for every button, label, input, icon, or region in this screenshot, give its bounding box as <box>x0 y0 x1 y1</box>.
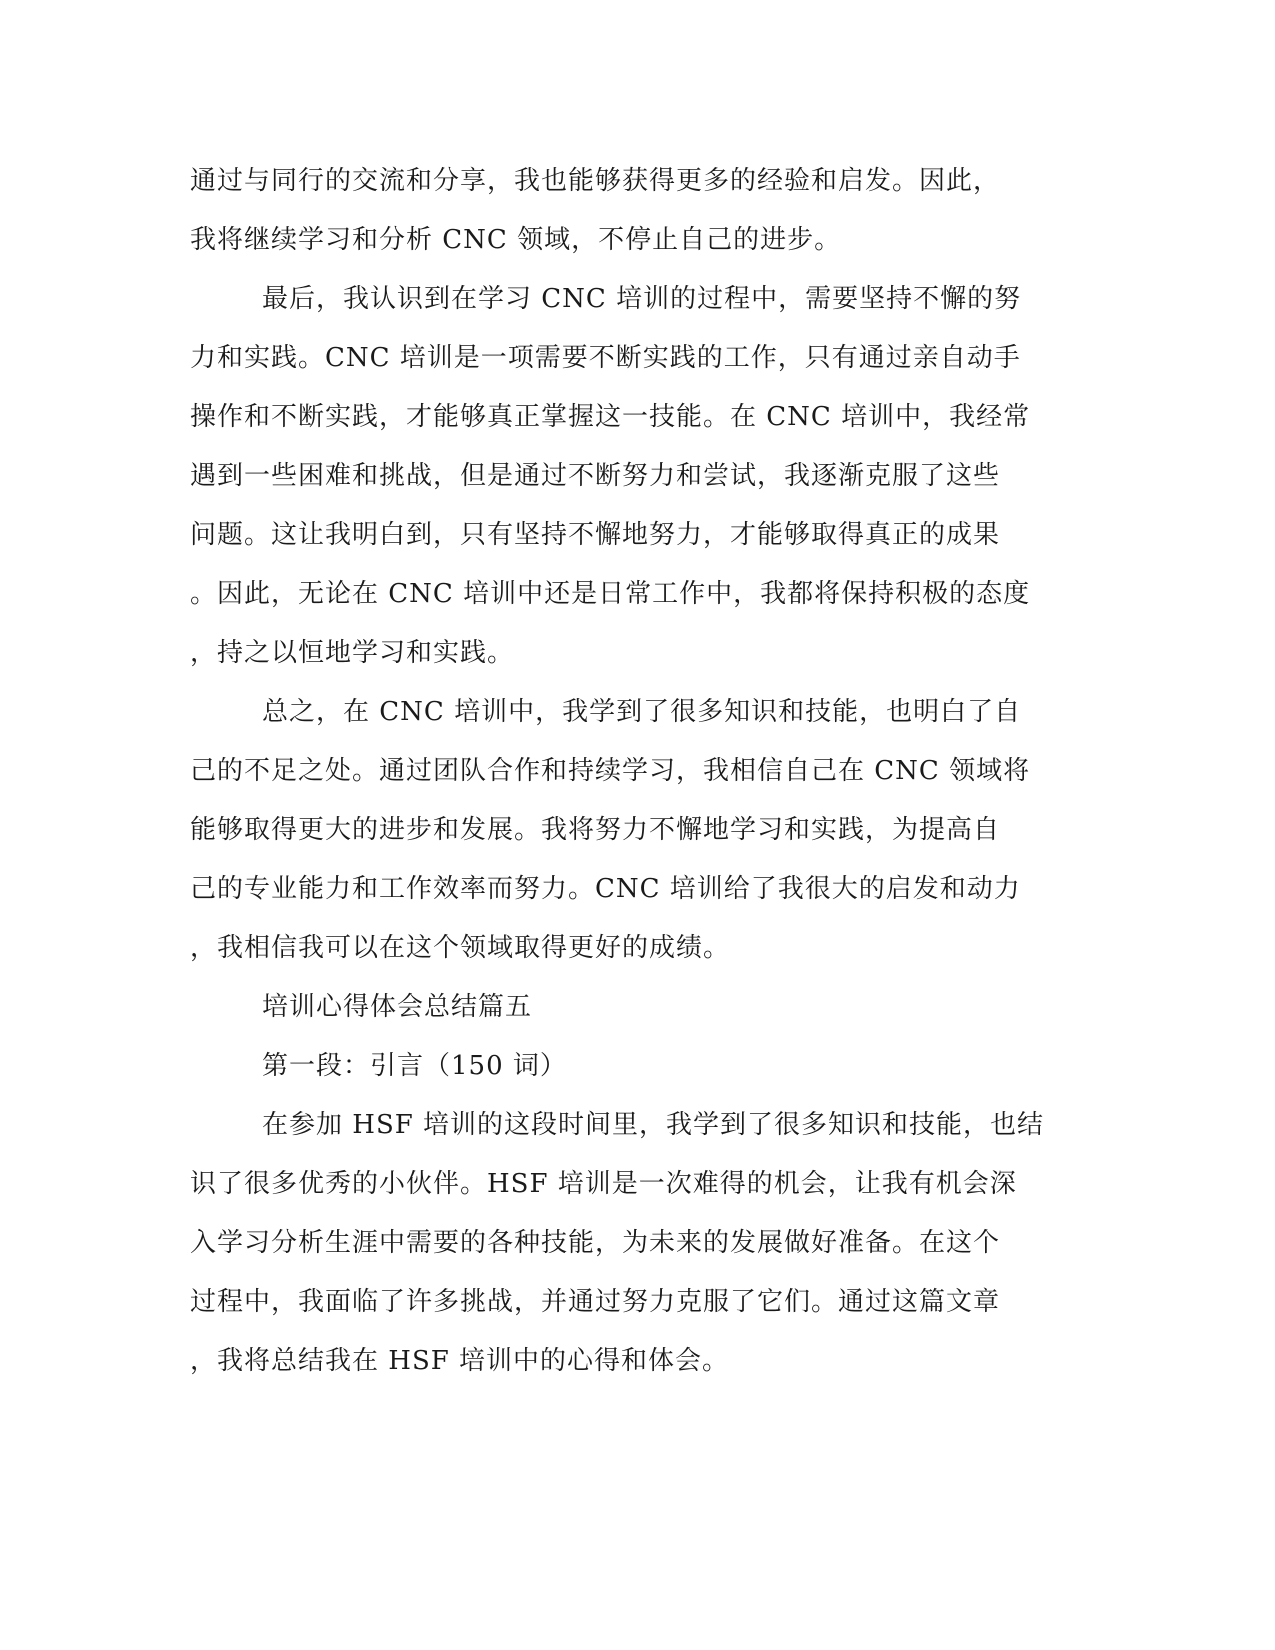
section-heading: 培训心得体会总结篇五 <box>262 992 533 1022</box>
text-line: 力和实践。CNC 培训是一项需要不断实践的工作，只有通过亲自动手 <box>190 343 1021 373</box>
text-line: ，持之以恒地学习和实践。 <box>190 638 515 668</box>
text-line: ，我将总结我在 HSF 培训中的心得和体会。 <box>190 1346 730 1376</box>
text-line: 问题。这让我明白到，只有坚持不懈地努力，才能够取得真正的成果 <box>190 520 1001 550</box>
text-line: 我将继续学习和分析 CNC 领域，不停止自己的进步。 <box>190 225 842 255</box>
text-line: 能够取得更大的进步和发展。我将努力不懈地学习和实践，为提高自 <box>190 815 1001 845</box>
text-line: ，我相信我可以在这个领域取得更好的成绩。 <box>190 933 731 963</box>
text-line: 过程中，我面临了许多挑战，并通过努力克服了它们。通过这篇文章 <box>190 1287 1001 1317</box>
text-line: 操作和不断实践，才能够真正掌握这一技能。在 CNC 培训中，我经常 <box>190 402 1031 432</box>
text-line: 己的专业能力和工作效率而努力。CNC 培训给了我很大的启发和动力 <box>190 874 1021 904</box>
text-line: 遇到一些困难和挑战，但是通过不断努力和尝试，我逐渐克服了这些 <box>190 461 1001 491</box>
paragraph-first-line: 最后，我认识到在学习 CNC 培训的过程中，需要坚持不懈的努 <box>262 284 1022 314</box>
paragraph-first-line: 总之，在 CNC 培训中，我学到了很多知识和技能，也明白了自 <box>262 697 1022 727</box>
text-line: 。因此，无论在 CNC 培训中还是日常工作中，我都将保持积极的态度 <box>190 579 1031 609</box>
subsection-heading: 第一段：引言（150 词） <box>262 1051 567 1081</box>
text-line: 入学习分析生涯中需要的各种技能，为未来的发展做好准备。在这个 <box>190 1228 1001 1258</box>
text-line: 识了很多优秀的小伙伴。HSF 培训是一次难得的机会，让我有机会深 <box>190 1169 1017 1199</box>
paragraph-first-line: 在参加 HSF 培训的这段时间里，我学到了很多知识和技能，也结 <box>262 1110 1045 1140</box>
text-line: 通过与同行的交流和分享，我也能够获得更多的经验和启发。因此， <box>190 166 1001 196</box>
text-line: 己的不足之处。通过团队合作和持续学习，我相信自己在 CNC 领域将 <box>190 756 1031 786</box>
